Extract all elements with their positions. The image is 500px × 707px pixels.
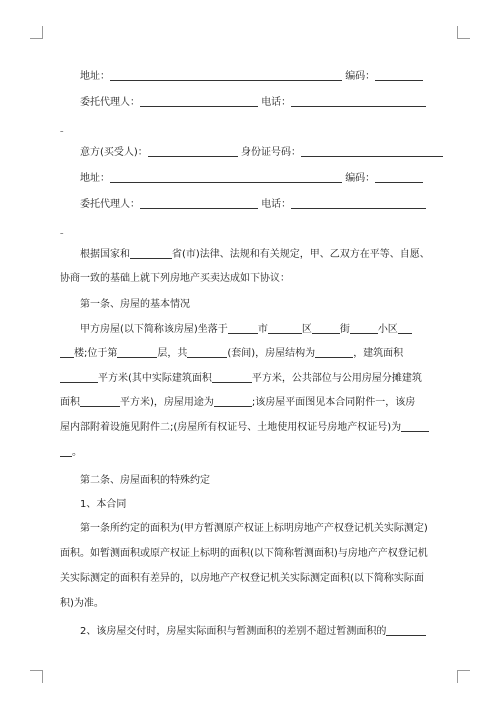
crop-mark-top-left xyxy=(30,26,43,39)
phone-blank xyxy=(291,198,426,209)
id-blank xyxy=(301,146,443,157)
article-2-sub-2: 2、该房屋交付时，房屋实际面积与暂测面积的差别不超过暂测面积的 xyxy=(80,625,450,639)
postcode-label: 编码： xyxy=(345,173,376,184)
dash-marker: – xyxy=(60,127,64,135)
address-blank xyxy=(110,70,342,81)
agent-blank xyxy=(140,198,258,209)
article-2-title: 第二条、房屋面积的特殊约定 xyxy=(80,475,210,486)
phone-label: 电话： xyxy=(261,199,292,210)
street-blank xyxy=(312,323,340,334)
dash-marker: – xyxy=(60,229,64,237)
buyer-agent-line xyxy=(80,198,450,212)
article-2-para-line-2: 面积。如暂测面积或原产权证上标明的面积(以下简称暂测面积)与房地产产权登记机 xyxy=(60,548,428,559)
postcode-blank xyxy=(375,70,423,81)
buyer-address-line xyxy=(80,172,450,186)
intro-line-1: 根据国家和 省(市)法律、法规和有关规定，甲、乙双方在平等、自愿、 xyxy=(80,249,430,260)
xq-blank xyxy=(350,323,378,334)
crop-mark-bottom-left xyxy=(30,670,43,683)
buyer-label: 意方(买受人)： xyxy=(80,147,148,158)
intro-line-2: 协商一致的基础上就下列房地产买卖达成如下协议： xyxy=(60,273,290,284)
address-label: 地址： xyxy=(80,71,110,82)
units-blank xyxy=(187,347,227,358)
agent-blank xyxy=(140,96,258,107)
structure-blank xyxy=(315,347,353,358)
article-1-line-2: 楼;位于第 层，共 (套间)，房屋结构为 ，建筑面积 xyxy=(60,347,450,361)
article-2-para-line-4: 积)为准。 xyxy=(60,598,104,609)
building-blank xyxy=(398,323,412,334)
article-1-title: 第一条、房屋的基本情况 xyxy=(80,299,190,310)
address-label: 地址： xyxy=(80,173,110,184)
agent-label: 委托代理人： xyxy=(80,199,140,210)
crop-mark-top-right xyxy=(457,26,470,39)
article-2-para-line-3: 关实际测定的面积有差异的，以房地产产权登记机关实际测定面积(以下简称实际面 xyxy=(60,573,424,584)
phone-label: 电话： xyxy=(261,97,292,108)
address-blank xyxy=(110,172,342,183)
seller-address-line xyxy=(80,70,450,84)
buyer-line xyxy=(80,146,450,160)
postcode-label: 编码： xyxy=(345,71,376,82)
province-blank xyxy=(130,248,172,259)
shared-area-blank xyxy=(80,396,120,407)
id-label: 身份证号码： xyxy=(241,147,301,158)
building-blank-cont xyxy=(60,347,74,358)
article-2-sub-1: 1、本合同 xyxy=(80,499,127,510)
article-1-line-4: 面积 平方米)，房屋用途为 ;该房屋平面图见本合同附件一，该房 xyxy=(60,397,416,408)
cert-blank xyxy=(401,421,429,432)
district-blank xyxy=(268,323,302,334)
floor-blank xyxy=(117,347,157,358)
area-blank xyxy=(60,372,98,383)
article-2-para-line-1: 第一条所约定的面积为(甲方暂测原产权证上标明房地产产权登记机关实际测定) xyxy=(80,523,428,534)
article-1-line-6: 。 xyxy=(60,446,450,460)
article-1-line-1: 甲方房屋(以下简称该房屋)坐落于 市 区 街 小区 xyxy=(80,323,450,337)
seller-agent-line xyxy=(80,96,450,110)
phone-blank xyxy=(291,96,426,107)
agent-label: 委托代理人： xyxy=(80,97,140,108)
article-1-line-3: 平方米(其中实际建筑面积 平方米，公共部位与公用房屋分摊建筑 xyxy=(60,372,450,386)
usage-blank xyxy=(214,396,252,407)
postcode-blank xyxy=(375,172,423,183)
buyer-blank xyxy=(148,146,238,157)
crop-mark-bottom-right xyxy=(457,670,470,683)
actual-area-blank xyxy=(212,372,252,383)
article-1-line-5: 屋内部附着设施见附件二;(房屋所有权证号、土地使用权证号房地产权证号)为 xyxy=(60,421,450,435)
city-blank xyxy=(228,323,258,334)
cert-blank-cont xyxy=(60,446,72,457)
tolerance-blank xyxy=(386,625,426,636)
